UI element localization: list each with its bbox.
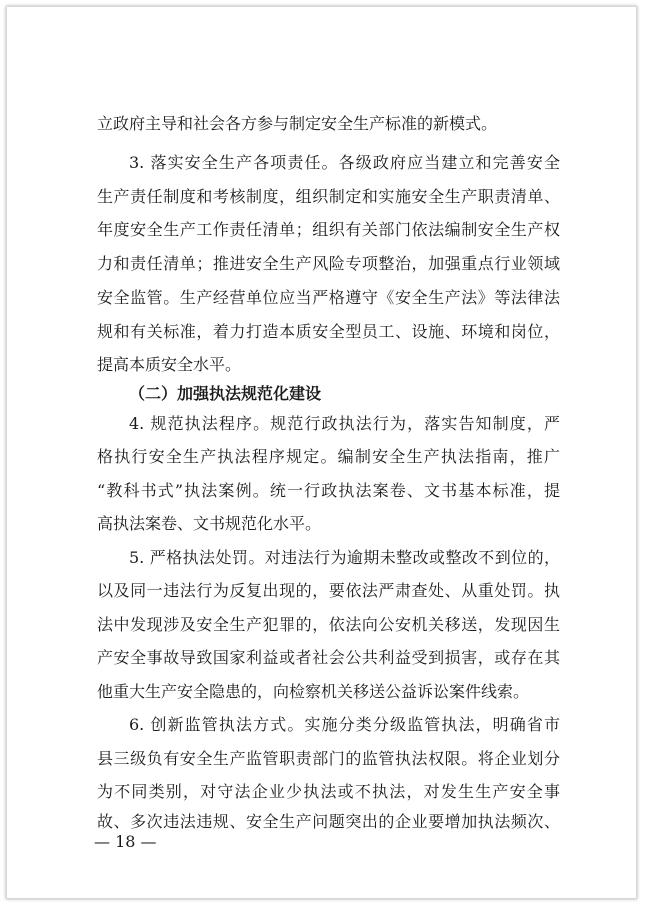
section-heading: （二）加强执法规范化建设 xyxy=(129,384,322,403)
text-line: 6. 创新监管执法方式。实施分类分级监管执法，明确省市 xyxy=(129,715,560,734)
document-page xyxy=(6,6,637,899)
text-line: 以及同一违法行为反复出现的，要依法严肃查处、从重处罚。执 xyxy=(97,581,560,600)
page-number: — 18 — xyxy=(94,832,157,851)
text-line: 安全监管。生产经营单位应当严格遵守《安全生产法》等法律法 xyxy=(97,288,560,307)
text-line: 法中发现涉及安全生产犯罪的，依法向公安机关移送，发现因生 xyxy=(97,615,560,634)
text-line: 生产责任制度和考核制度，组织制定和实施安全生产职责清单、 xyxy=(97,187,560,206)
text-line: 县三级负有安全生产监管职责部门的监管执法权限。将企业划分 xyxy=(97,749,560,768)
text-line: 规和有关标准，着力打造本质安全型员工、设施、环境和岗位， xyxy=(97,322,560,341)
text-line: 格执行安全生产执法程序规定。编制安全生产执法指南，推广 xyxy=(97,447,560,466)
text-line: 3. 落实安全生产各项责任。各级政府应当建立和完善安全 xyxy=(129,153,560,172)
text-line: 故、多次违法违规、安全生产问题突出的企业要增加执法频次、 xyxy=(97,812,560,831)
text-line: 5. 严格执法处罚。对违法行为逾期未整改或整改不到位的， xyxy=(129,548,560,567)
text-line: 年度安全生产工作责任清单；组织有关部门依法编制安全生产权 xyxy=(97,220,560,239)
text-line: 力和责任清单；推进安全生产风险专项整治，加强重点行业领域 xyxy=(97,254,560,273)
text-line: 为不同类别，对守法企业少执法或不执法，对发生生产安全事 xyxy=(97,782,560,801)
text-line: “教科书式”执法案例。统一行政执法案卷、文书基本标准，提 xyxy=(97,481,560,500)
text-line: 4. 规范执法程序。规范行政执法行为，落实告知制度，严 xyxy=(129,414,560,433)
text-line: 提高本质安全水平。 xyxy=(97,355,242,374)
text-line: 他重大生产安全隐患的，向检察机关移送公益诉讼案件线索。 xyxy=(97,682,530,701)
text-line: 高执法案卷、文书规范化水平。 xyxy=(97,514,322,533)
text-line: 产安全事故导致国家利益或者社会公共利益受到损害，或存在其 xyxy=(97,648,560,667)
text-line: 立政府主导和社会各方参与制定安全生产标准的新模式。 xyxy=(97,114,498,133)
